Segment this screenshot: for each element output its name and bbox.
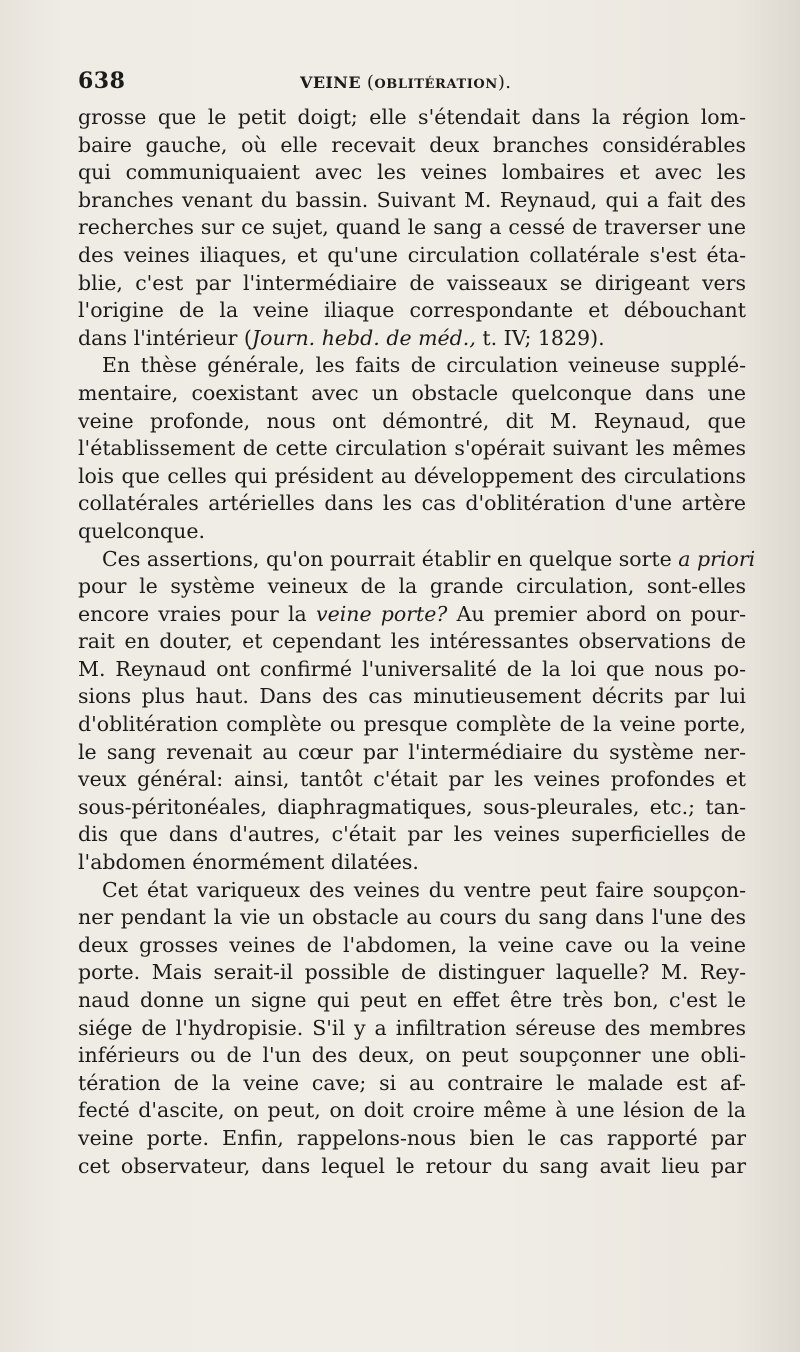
page-number: 638 (78, 68, 126, 94)
text-line: l'abdomen énormément dilatées. (78, 850, 419, 875)
text-run: dans l'intérieur ( (78, 325, 252, 350)
text-line (78, 325, 746, 353)
text-line: En thèse générale, les faits de circulation veineuse supplé- (102, 353, 746, 378)
text-line: cet observateur, dans lequel le retour du sang avait lieu par (78, 1153, 746, 1178)
text-line: rait en douter, et cependant les intéressantes observations de (78, 629, 746, 654)
text-line: blie, c'est par l'intermédiaire de vaisseaux se dirigeant vers (78, 270, 746, 295)
running-head-close-paren: ). (497, 72, 512, 93)
running-head (300, 72, 511, 93)
text-line: dis que dans d'autres, c'était par les veines superficielles de (78, 822, 746, 847)
text-line: deux grosses veines de l'abdomen, la veine cave ou la veine (78, 932, 746, 957)
text-line: ner pendant la vie un obstacle au cours du sang dans l'une des (78, 905, 746, 930)
text-line: grosse que le petit doigt; elle s'étendait dans la région lom- (78, 105, 746, 129)
text-line: fecté d'ascite, on peut, on doit croire même à une lésion de la (78, 1098, 746, 1123)
running-head-open-paren: ( (366, 72, 375, 93)
running-head-topic: OBLITÉRATION (374, 77, 498, 92)
text-line (78, 546, 756, 574)
text-line: branches venant du bassin. Suivant M. Reynaud, qui a fait des (78, 187, 746, 212)
text-line: pour le système veineux de la grande circulation, sont-elles (78, 574, 746, 599)
text-run: Ces assertions, qu'on pourrait établir en quelque sorte (102, 546, 679, 571)
text-line: porte. Mais serait-il possible de distinguer laquelle? M. Rey- (78, 960, 746, 985)
text-line: collatérales artérielles dans les cas d'oblitération d'une artère (78, 491, 746, 516)
text-run: Au premier abord on pour- (447, 601, 746, 626)
text-line: naud donne un signe qui peut en effet être très bon, c'est le (78, 988, 746, 1012)
citation-italic: Journ. hebd. de méd., (251, 325, 476, 350)
text-line: recherches sur ce sujet, quand le sang a cessé de traverser une (78, 215, 746, 240)
text-line: quelconque. (78, 518, 206, 543)
text-run: encore vraies pour la (78, 601, 316, 626)
text-line: inférieurs ou de l'un des deux, on peut soupçonner une obli- (78, 1043, 746, 1068)
text-line: l'établissement de cette circulation s'opérait suivant les mêmes (78, 436, 746, 461)
text-run: t. IV; 1829). (475, 325, 605, 350)
text-line: le sang revenait au cœur par l'intermédiaire du système ner- (78, 739, 746, 764)
running-head-word: VEINE (300, 73, 361, 92)
text-line: lois que celles qui président au développement des circulations (78, 463, 746, 488)
text-line: veine profonde, nous ont démontré, dit M. Reynaud, que (78, 408, 746, 433)
italic-phrase: a priori (678, 546, 756, 571)
text-line: M. Reynaud ont confirmé l'universalité de la loi que nous po- (78, 656, 746, 681)
text-line (78, 601, 746, 629)
italic-phrase: veine porte? (315, 601, 448, 626)
page-header (78, 68, 746, 102)
text-line: d'oblitération complète ou presque complète de la veine porte, (78, 712, 746, 737)
text-line: l'origine de la veine iliaque correspondante et débouchant (78, 298, 746, 323)
text-line: veux général: ainsi, tantôt c'était par les veines profondes et (78, 767, 746, 792)
text-line: veine porte. Enfin, rappelons-nous bien le cas rapporté par (78, 1125, 746, 1150)
text-line: sions plus haut. Dans des cas minutieusement décrits par lui (78, 684, 746, 709)
text-line: sous-péritonéales, diaphragmatiques, sous-pleurales, etc.; tan- (78, 794, 746, 819)
text-line: mentaire, coexistant avec un obstacle quelconque dans une (78, 380, 746, 405)
text-line: siége de l'hydropisie. S'il y a infiltration séreuse des membres (78, 1015, 746, 1040)
text-line: tération de la veine cave; si au contraire le malade est af- (78, 1070, 746, 1095)
text-line: des veines iliaques, et qu'une circulation collatérale s'est éta- (78, 242, 746, 267)
text-line: Cet état variqueux des veines du ventre peut faire soupçon- (102, 877, 746, 902)
text-line: baire gauche, où elle recevait deux branches considérables (78, 132, 746, 157)
text-line: qui communiquaient avec les veines lombaires et avec les (78, 160, 746, 185)
body-text (78, 104, 756, 1180)
